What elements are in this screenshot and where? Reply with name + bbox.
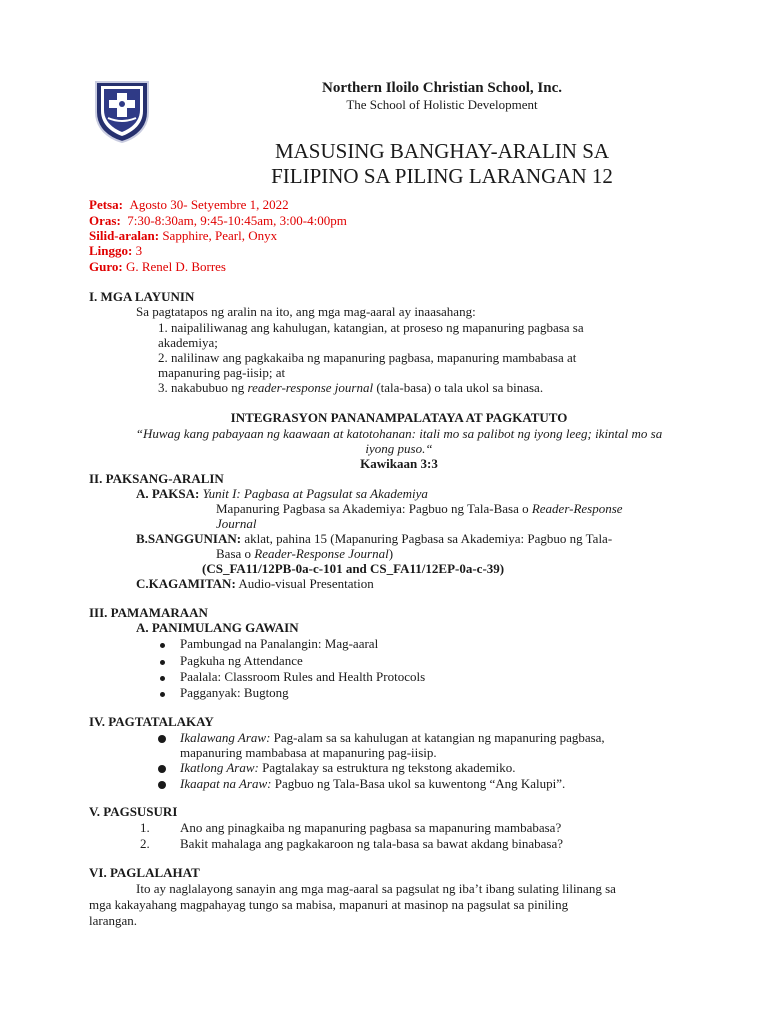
bullet-icon bbox=[160, 660, 165, 665]
competency-codes: (CS_FA11/12PB-0a-c-101 and CS_FA11/12EP-0a-c-39) bbox=[202, 561, 505, 576]
integration-heading: INTEGRASYON PANANAMPALATAYA AT PAGKATUTO bbox=[230, 410, 568, 425]
paksa: A. PAKSA: Yunit I: Pagbasa at Pagsulat sa Akademiya bbox=[136, 486, 428, 501]
paglalahat-para-cont: larangan. bbox=[89, 913, 138, 928]
meta-guro: Guro: G. Renel D. Borres bbox=[89, 259, 226, 274]
question-number: 1. bbox=[140, 820, 150, 835]
objective-2-cont: mapanuring pag-iisip; at bbox=[158, 365, 286, 380]
meta-linggo: Linggo: 3 bbox=[89, 243, 143, 258]
question-2: Bakit mahalaga ang pagkakaroon ng tala-basa sa bawat akdang binabasa? bbox=[180, 836, 563, 851]
bible-quote: “Huwag kang pabayaan ng kaawaan at katotohanan: itali mo sa palibot ng iyong leeg; ikintal mo sa bbox=[135, 426, 663, 441]
meta-silid: Silid-aralan: Sapphire, Pearl, Onyx bbox=[89, 228, 278, 243]
bullet-icon bbox=[160, 643, 165, 648]
sanggunian-cont: Basa o Reader-Response Journal) bbox=[216, 546, 394, 561]
sanggunian: B.SANGGUNIAN: aklat, pahina 15 (Mapanuring Pagbasa sa Akademiya: Pagbuo ng Tala- bbox=[136, 531, 613, 546]
objective-2: 2. nalilinaw ang pagkakaiba ng mapanuring pagbasa, mapanuring mambabasa at bbox=[158, 350, 577, 365]
section-heading: III. PAMAMARAAN bbox=[89, 605, 208, 620]
objectives-intro: Sa pagtatapos ng aralin na ito, ang mga mag-aaral ay inaasahang: bbox=[136, 304, 476, 319]
section-heading: V. PAGSUSURI bbox=[89, 804, 178, 819]
question-1: Ano ang pinagkaiba ng mapanuring pagbasa sa mapanuring mambabasa? bbox=[180, 820, 562, 835]
objective-1-cont: akademiya; bbox=[158, 335, 218, 350]
meta-oras: Oras: 7:30-8:30am, 9:45-10:45am, 3:00-4:00pm bbox=[89, 213, 347, 228]
meta-petsa: Petsa: Agosto 30- Setyembre 1, 2022 bbox=[89, 197, 289, 212]
paglalahat-para: Ito ay naglalayong sanayin ang mga mag-aaral sa pagsulat ng iba’t ibang sulating lilinang sa bbox=[136, 881, 616, 896]
bible-reference: Kawikaan 3:3 bbox=[360, 456, 438, 471]
school-tagline: The School of Holistic Development bbox=[346, 97, 538, 112]
paksa-detail: Mapanuring Pagbasa sa Akademiya: Pagbuo ng Tala-Basa o Reader-Response bbox=[216, 501, 623, 516]
paksa-detail-cont: Journal bbox=[216, 516, 257, 531]
list-item: Ikatlong Araw: Pagtalakay sa estruktura ng tekstong akademiko. bbox=[158, 760, 516, 776]
bible-quote-cont: iyong puso.“ bbox=[365, 441, 433, 456]
objective-3: 3. nakabubuo ng reader-response journal (tala-basa) o tala ukol sa binasa. bbox=[158, 380, 544, 395]
list-item: Paalala: Classroom Rules and Health Protocols bbox=[160, 669, 425, 685]
doc-title-line2: FILIPINO SA PILING LARANGAN 12 bbox=[271, 164, 613, 188]
section-heading: IV. PAGTATALAKAY bbox=[89, 714, 214, 729]
section-heading: I. MGA LAYUNIN bbox=[89, 289, 195, 304]
paglalahat-para-cont: mga kakayahang magpahayag tungo sa mabisa, mapanuri at masinop na pagsulat sa piniling bbox=[89, 897, 569, 912]
doc-title-line1: MASUSING BANGHAY-ARALIN SA bbox=[274, 139, 610, 163]
bullet-icon bbox=[158, 735, 166, 743]
bullet-icon bbox=[160, 676, 165, 681]
section-heading: II. PAKSANG-ARALIN bbox=[89, 471, 224, 486]
list-item: Pagkuha ng Attendance bbox=[160, 653, 303, 669]
bullet-icon bbox=[158, 765, 166, 773]
list-item: Pagganyak: Bugtong bbox=[160, 685, 289, 701]
list-item: Ikaapat na Araw: Pagbuo ng Tala-Basa ukol sa kuwentong “Ang Kalupi”. bbox=[158, 776, 565, 792]
list-item: Pambungad na Panalangin: Mag-aaral bbox=[160, 636, 378, 652]
bullet-icon bbox=[160, 692, 165, 697]
list-item: Ikalawang Araw: Pag-alam sa sa kahulugan at katangian ng mapanuring pagbasa, bbox=[158, 730, 605, 746]
list-item-cont: mapanuring mambabasa at mapanuring pag-iisip. bbox=[180, 745, 437, 760]
subsection-heading: A. PANIMULANG GAWAIN bbox=[136, 620, 299, 635]
school-name: Northern Iloilo Christian School, Inc. bbox=[321, 80, 562, 96]
section-heading: VI. PAGLALAHAT bbox=[89, 865, 200, 880]
bullet-icon bbox=[158, 781, 166, 789]
question-number: 2. bbox=[140, 836, 150, 851]
objective-1: 1. naipaliliwanag ang kahulugan, katangian, at proseso ng mapanuring pagbasa sa bbox=[158, 320, 584, 335]
kagamitan: C.KAGAMITAN: Audio-visual Presentation bbox=[136, 576, 374, 591]
